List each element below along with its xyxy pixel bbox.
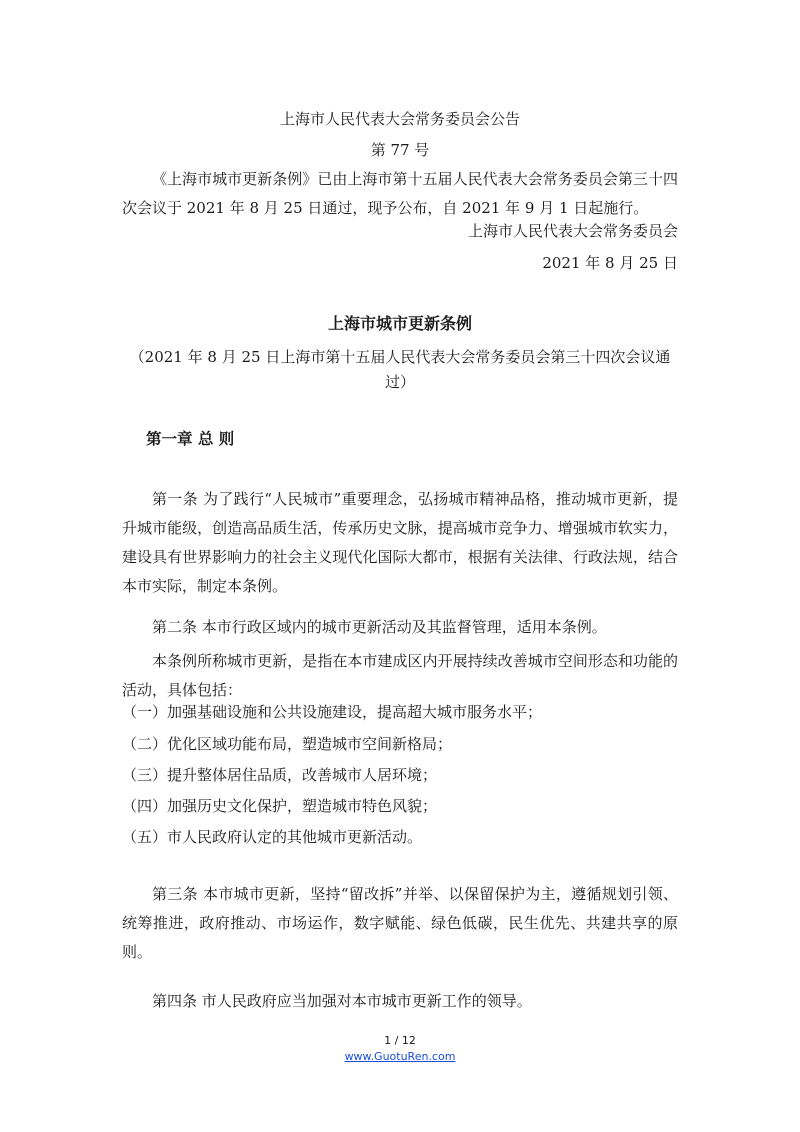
- article-4: 第四条 市人民政府应当加强对本市城市更新工作的领导。: [152, 992, 532, 1010]
- article-1: 第一条 为了践行“人民城市”重要理念，弘扬城市精神品格，推动城市更新，提升城市能级，创造高品质生活，传承历史文脉，提高城市竞争力、增强城市软实力，建设具有世界影响力的社会主义现代化国际大都市，根据有关法律、行政法规，结合本市实际，制定本条例。: [122, 490, 678, 595]
- article-2-definition: 本条例所称城市更新，是指在本市建成区内开展持续改善城市空间形态和功能的活动，具体包括：: [122, 652, 678, 699]
- list-item: （五）市人民政府认定的其他城市更新活动。: [122, 828, 423, 846]
- list-item: （四）加强历史文化保护，塑造城市特色风貌；: [122, 797, 438, 815]
- announcement-issuer: 上海市人民代表大会常务委员会: [467, 222, 678, 240]
- announcement-body: 《上海市城市更新条例》已由上海市第十五届人民代表大会常务委员会第三十四次会议于 2021 年 8 月 25 日通过，现予公布，自 2021 年 9 月 1 日起施行。: [122, 170, 678, 217]
- list-item: （三）提升整体居住品质，改善城市人居环境；: [122, 766, 438, 784]
- list-item: （二）优化区域功能布局，塑造城市空间新格局；: [122, 735, 453, 753]
- article-2: 第二条 本市行政区域内的城市更新活动及其监督管理，适用本条例。: [152, 618, 607, 636]
- article-3: 第三条 本市城市更新，坚持“留改拆”并举、以保留保护为主，遵循规划引领、统筹推进，政府推动、市场运作，数字赋能、绿色低碳，民生优先、共建共享的原则。: [122, 885, 678, 961]
- footer-link[interactable]: www.GuotuRen.com: [344, 1050, 456, 1063]
- page-number: 1 / 12: [384, 1034, 416, 1047]
- list-item: （一）加强基础设施和公共设施建设，提高超大城市服务水平；: [122, 703, 543, 721]
- announcement-number: 第 77 号: [370, 141, 430, 159]
- announcement-title: 上海市人民代表大会常务委员会公告: [279, 110, 520, 128]
- chapter-heading: 第一章 总 则: [146, 430, 235, 448]
- regulation-subtitle: （2021 年 8 月 25 日上海市第十五届人民代表大会常务委员会第三十四次会议通过）: [129, 348, 671, 391]
- regulation-title: 上海市城市更新条例: [327, 314, 472, 333]
- announcement-date: 2021 年 8 月 25 日: [542, 254, 678, 272]
